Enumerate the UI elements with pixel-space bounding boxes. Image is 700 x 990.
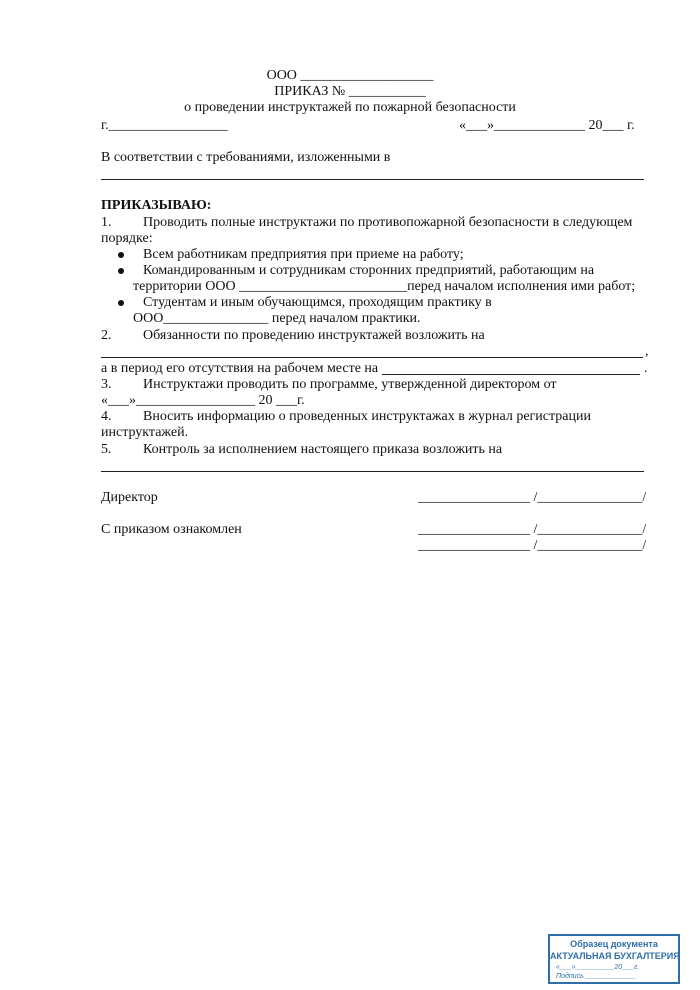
sample-document-stamp <box>548 934 680 984</box>
city-field: г._________________ <box>101 118 228 133</box>
director-signature-line: ________________ /_______________/ <box>418 490 647 505</box>
bullet-3-text: Студентам и иным обучающимся, проходящим практику в <box>143 295 492 310</box>
item-3-number: 3. <box>101 377 112 392</box>
item-2-text: Обязанности по проведению инструктажей возложить на <box>143 328 485 343</box>
bullet-icon <box>118 252 124 258</box>
intro-text: В соответствии с требованиями, изложенными в <box>101 150 391 165</box>
order-subject: о проведении инструктажей по пожарной безопасности <box>184 100 516 115</box>
order-heading: ПРИКАЗЫВАЮ: <box>101 198 212 213</box>
item-2-blank-line <box>101 357 643 358</box>
acquainted-label: С приказом ознакомлен <box>101 522 242 537</box>
stamp-publisher: АКТУАЛЬНАЯ БУХГАЛТЕРИЯ <box>550 951 680 961</box>
bullet-icon <box>118 300 124 306</box>
bullet-2-text-cont: территории ООО ________________________перед началом исполнения ими работ; <box>133 279 636 294</box>
item-4-text-cont: инструктажей. <box>101 425 189 440</box>
company-line: ООО ___________________ <box>266 68 434 83</box>
stamp-date-line: «___»__________20___г. <box>556 964 640 971</box>
bullet-3-text-cont: ООО_______________ перед началом практики. <box>133 311 421 326</box>
item-3-date: «___»_________________ 20 ___г. <box>101 393 305 408</box>
item-4-number: 4. <box>101 409 112 424</box>
item-1-number: 1. <box>101 215 112 230</box>
item-5-number: 5. <box>101 442 112 457</box>
item-1-text: Проводить полные инструктажи по противопожарной безопасности в следующем <box>143 215 633 230</box>
item-2-period: . <box>644 361 648 376</box>
item-4-text: Вносить информацию о проведенных инструктажах в журнал регистрации <box>143 409 591 424</box>
item-1-text-cont: порядке: <box>101 231 153 246</box>
stamp-signature-line: Подпись _____________ <box>556 973 637 980</box>
intro-blank-line <box>101 179 644 180</box>
item-2-substitute-blank <box>382 374 640 375</box>
stamp-title: Образец документа <box>570 939 658 949</box>
item-5-text: Контроль за исполнением настоящего приказа возложить на <box>143 442 503 457</box>
bullet-2-text: Командированным и сотрудникам сторонних предприятий, работающим на <box>143 263 595 278</box>
item-3-text: Инструктажи проводить по программе, утвержденной директором от <box>143 377 557 392</box>
item-2-text-cont: а в период его отсутствия на рабочем месте на <box>101 361 379 376</box>
acquainted-signature-line: ________________ /_______________/ <box>418 538 647 553</box>
bullet-1-text: Всем работникам предприятия при приеме на работу; <box>143 247 464 262</box>
date-field: «___»_____________ 20___ г. <box>459 118 635 133</box>
item-2-comma: , <box>645 344 649 359</box>
item-5-blank-line <box>101 471 644 472</box>
acquainted-signature-line: ________________ /_______________/ <box>418 522 647 537</box>
order-title: ПРИКАЗ № ___________ <box>274 84 426 99</box>
item-2-number: 2. <box>101 328 112 343</box>
bullet-icon <box>118 268 124 274</box>
director-label: Директор <box>101 490 158 505</box>
